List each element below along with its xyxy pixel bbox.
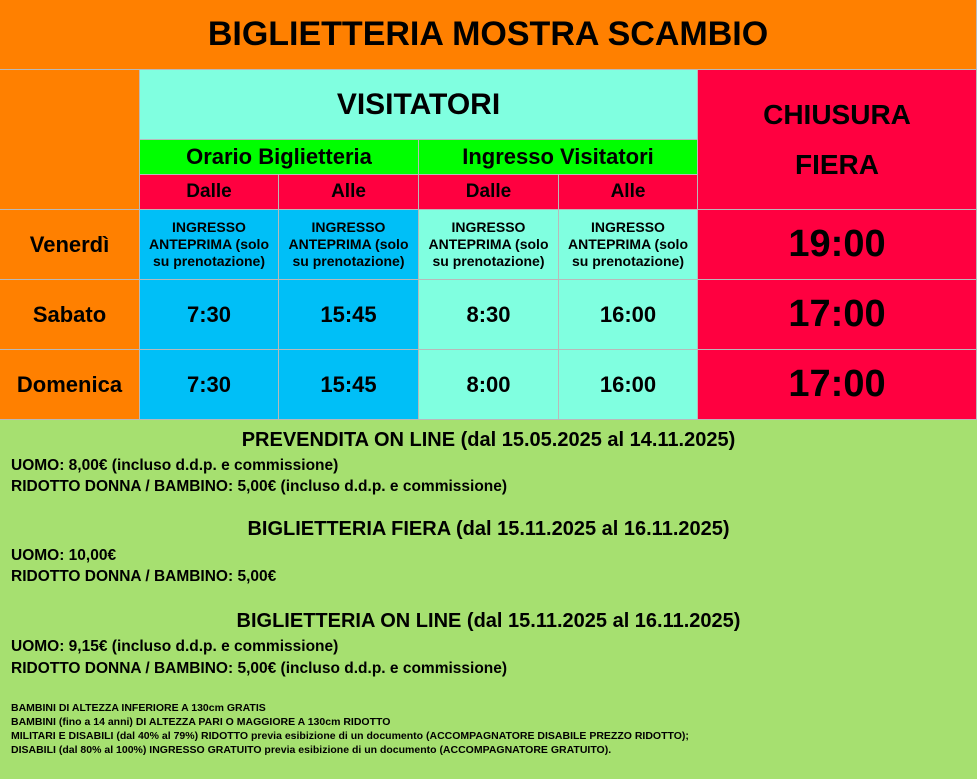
closing-time: 17:00	[698, 280, 977, 350]
price-line: RIDOTTO DONNA / BAMBINO: 5,00€ (incluso d.d.p. e commissione)	[11, 478, 508, 495]
closing-time: 19:00	[698, 210, 977, 280]
schedule-cell: INGRESSO ANTEPRIMA (solo su prenotazione)	[559, 210, 698, 280]
price-line: UOMO: 8,00€ (incluso d.d.p. e commissione)	[11, 457, 339, 474]
schedule-cell: 8:30	[419, 280, 559, 350]
schedule-cell: INGRESSO ANTEPRIMA (solo su prenotazione)	[419, 210, 559, 280]
chiusura-line2: FIERA	[795, 148, 879, 180]
chiusura-line1: CHIUSURA	[763, 98, 911, 130]
visitatori-header: VISITATORI	[140, 70, 698, 140]
closing-time: 17:00	[698, 350, 977, 420]
orario-header: Orario Biglietteria	[140, 140, 419, 175]
dalle-header: Dalle	[419, 175, 559, 210]
note-line: MILITARI E DISABILI (dal 40% al 79%) RIDOTTO previa esibizione di un documento (ACCOMPAGNATORE DISABILE PREZZO RIDOTTO);	[11, 730, 689, 742]
dalle-header: Dalle	[140, 175, 279, 210]
day-label: Venerdì	[0, 210, 140, 280]
alle-header: Alle	[559, 175, 698, 210]
section-heading: PREVENDITA ON LINE (dal 15.05.2025 al 14.11.2025)	[241, 429, 736, 451]
note-line: BAMBINI DI ALTEZZA INFERIORE A 130cm GRATIS	[11, 702, 266, 714]
price-line: RIDOTTO DONNA / BAMBINO: 5,00€ (incluso d.d.p. e commissione)	[11, 660, 508, 677]
price-line: UOMO: 9,15€ (incluso d.d.p. e commissione)	[11, 638, 339, 655]
section-heading: BIGLIETTERIA ON LINE (dal 15.11.2025 al 16.11.2025)	[236, 610, 741, 632]
corner-block	[0, 70, 140, 140]
ingresso-header: Ingresso Visitatori	[419, 140, 698, 175]
corner-block	[0, 175, 140, 210]
section-heading: BIGLIETTERIA FIERA (dal 15.11.2025 al 16.11.2025)	[247, 518, 730, 540]
note-line: DISABILI (dal 80% al 100%) INGRESSO GRATUITO previa esibizione di un documento (ACCOMPAGNATORE GRATUITO).	[11, 744, 612, 756]
schedule-cell: 16:00	[559, 280, 698, 350]
alle-header: Alle	[279, 175, 419, 210]
schedule-cell: 15:45	[279, 280, 419, 350]
day-label: Domenica	[0, 350, 140, 420]
schedule-cell: INGRESSO ANTEPRIMA (solo su prenotazione)	[279, 210, 419, 280]
schedule-cell: 16:00	[559, 350, 698, 420]
schedule-cell: 8:00	[419, 350, 559, 420]
schedule-cell: INGRESSO ANTEPRIMA (solo su prenotazione)	[140, 210, 279, 280]
note-line: BAMBINI (fino a 14 anni) DI ALTEZZA PARI O MAGGIORE A 130cm RIDOTTO	[11, 716, 391, 728]
corner-block	[0, 140, 140, 175]
chiusura-header	[698, 70, 977, 210]
day-label: Sabato	[0, 280, 140, 350]
schedule-cell: 7:30	[140, 350, 279, 420]
price-line: RIDOTTO DONNA / BAMBINO: 5,00€	[11, 568, 277, 585]
schedule-cell: 15:45	[279, 350, 419, 420]
page-title: BIGLIETTERIA MOSTRA SCAMBIO	[0, 0, 977, 70]
pricing-info	[0, 420, 977, 779]
schedule-cell: 7:30	[140, 280, 279, 350]
price-line: UOMO: 10,00€	[11, 547, 117, 564]
